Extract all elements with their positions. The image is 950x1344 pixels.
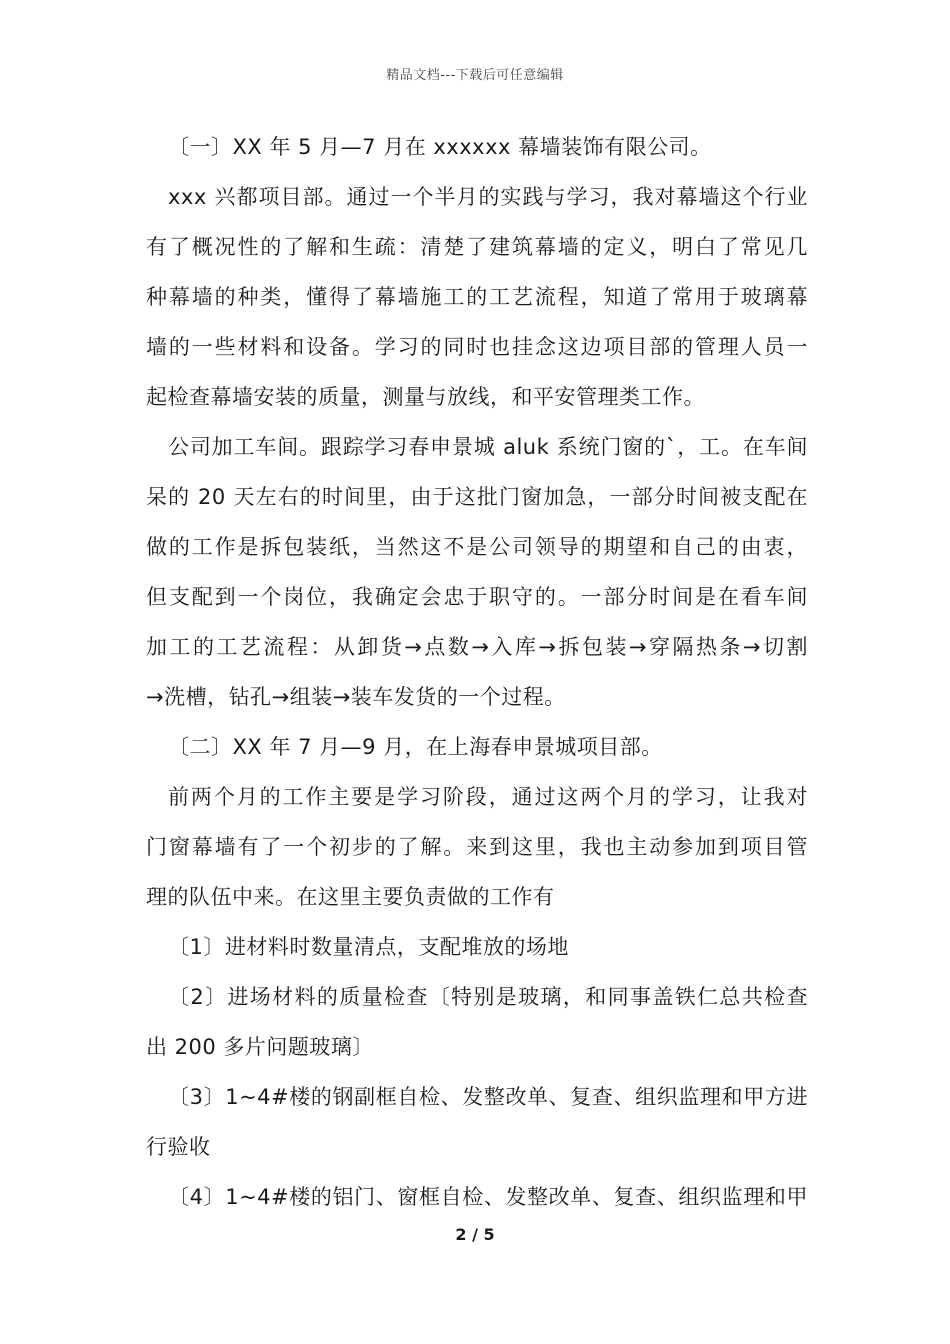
text-line: 墙的一些材料和设备。学习的同时也挂念这边项目部的管理人员一: [146, 335, 808, 359]
text-line: 加工的工艺流程：从卸货→点数→入库→拆包装→穿隔热条→切割: [146, 635, 808, 659]
text-line: 做的工作是拆包装纸，当然这不是公司领导的期望和自己的由衷，: [146, 535, 808, 559]
text-line: 〔二〕XX 年 7 月—9 月，在上海春申景城项目部。: [168, 735, 663, 759]
text-line: xxx 兴都项目部。通过一个半月的实践与学习，我对幕墙这个行业: [168, 185, 808, 209]
text-line: 门窗幕墙有了一个初步的了解。来到这里，我也主动参加到项目管: [146, 835, 808, 859]
text-line: 出 200 多片问题玻璃〕: [146, 1035, 374, 1059]
document-body: [146, 122, 808, 1222]
page-number: 2 / 5: [455, 1225, 495, 1244]
text-line: →洗槽，钻孔→组装→装车发货的一个过程。: [146, 685, 566, 709]
text-line: 〔3〕1~4#楼的钢副框自检、发整改单、复查、组织监理和甲方进: [168, 1085, 808, 1109]
page-header: 精品文档---下载后可任意编辑: [386, 68, 564, 83]
text-line: 呆的 20 天左右的时间里，由于这批门窗加急，一部分时间被支配在: [146, 485, 808, 509]
text-line: 〔一〕XX 年 5 月—7 月在 xxxxxx 幕墙装饰有限公司。: [168, 135, 712, 159]
text-line: 前两个月的工作主要是学习阶段，通过这两个月的学习，让我对: [168, 785, 808, 809]
text-line: 种幕墙的种类，懂得了幕墙施工的工艺流程，知道了常用于玻璃幕: [146, 285, 808, 309]
text-line: 〔2〕进场材料的质量检查〔特别是玻璃，和同事盖铁仁总共检查: [168, 985, 808, 1009]
text-line: 〔1〕进材料时数量清点，支配堆放的场地: [168, 935, 569, 959]
text-line: 有了概况性的了解和生疏：清楚了建筑幕墙的定义，明白了常见几: [146, 235, 808, 259]
text-line: 理的队伍中来。在这里主要负责做的工作有: [146, 885, 555, 909]
text-line: 起检查幕墙安装的质量，测量与放线，和平安管理类工作。: [146, 385, 705, 409]
text-line: 但支配到一个岗位，我确定会忠于职守的。一部分时间是在看车间: [146, 585, 808, 609]
text-line: 行验收: [146, 1135, 211, 1159]
text-line: 公司加工车间。跟踪学习春申景城 aluk 系统门窗的`，工。在车间: [168, 435, 808, 459]
text-line: 〔4〕1~4#楼的铝门、窗框自检、发整改单、复查、组织监理和甲: [168, 1185, 808, 1209]
